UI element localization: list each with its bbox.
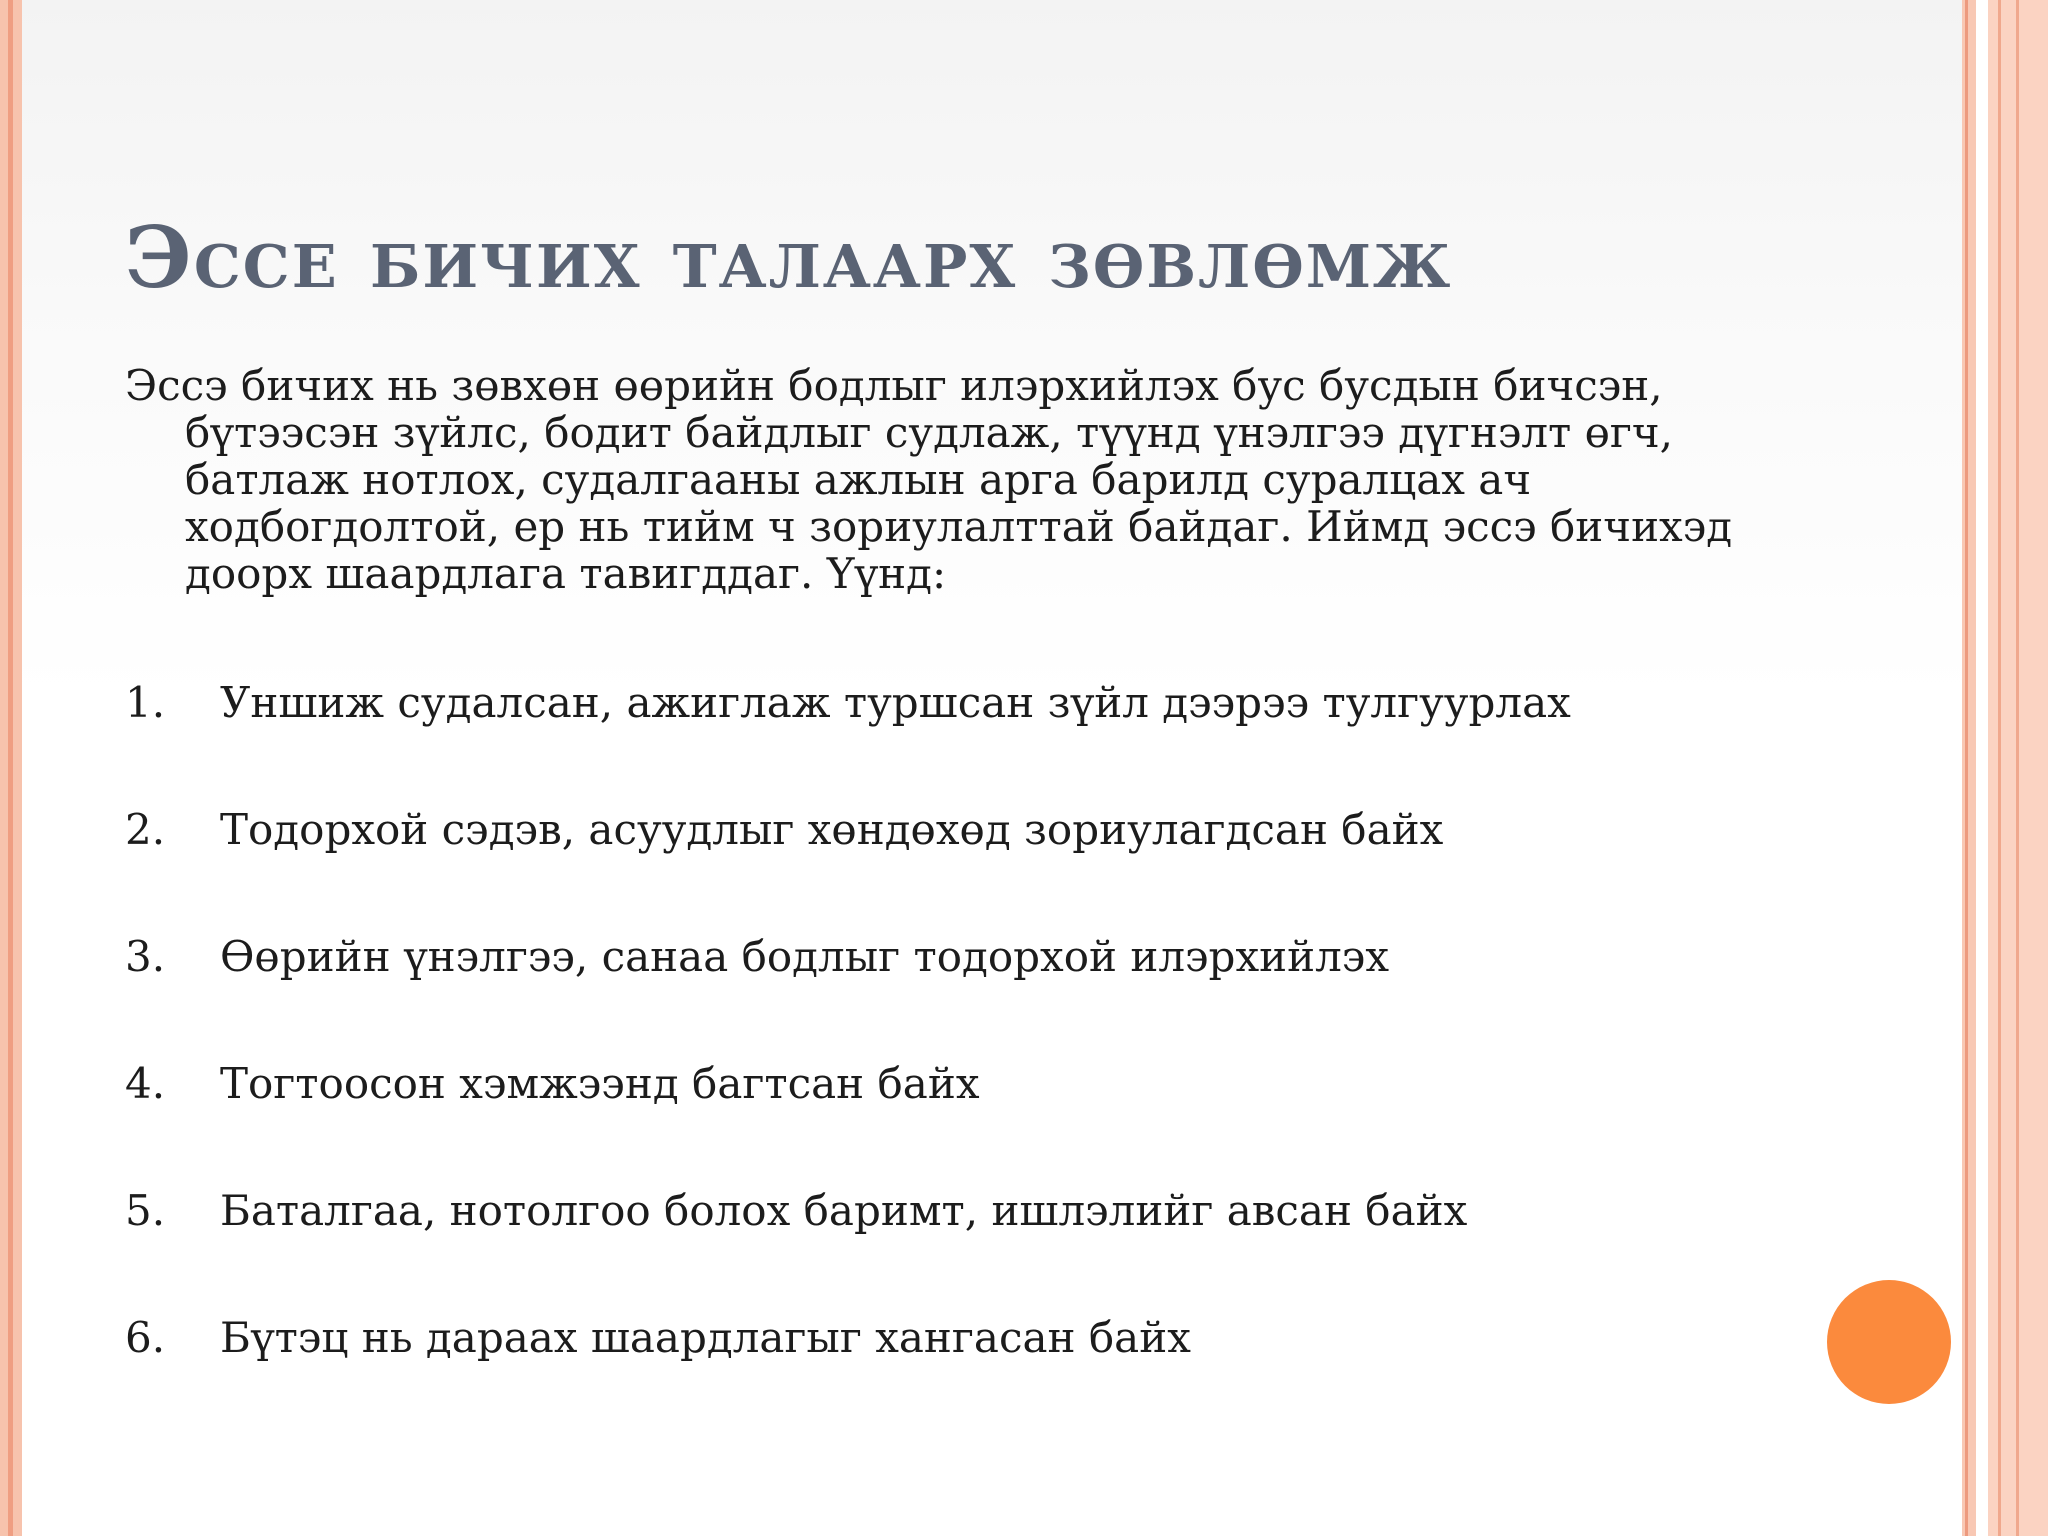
list-item-text: Өөрийн үнэлгээ, санаа бодлыг тодорхой илэрхийлэх (220, 932, 1390, 981)
list-number: 3. (125, 932, 166, 981)
list-item-text: Тодорхой сэдэв, асуудлыг хөндөхөд зориулагдсан байх (220, 805, 1444, 854)
list-number: 5. (125, 1186, 166, 1235)
slide-title: Эссе бичих талаарх зөвлөмж (125, 208, 1453, 307)
right-stripe-line (1998, 0, 2001, 1536)
right-stripe-line (2016, 0, 2019, 1536)
orange-circle-decoration (1827, 1280, 1951, 1404)
list-item-text: Уншиж судалсан, ажиглаж туршсан зүйл дээрээ тулгуурлах (220, 678, 1571, 727)
list-number: 1. (125, 678, 166, 727)
list-number: 4. (125, 1059, 166, 1108)
list-item-text: Баталгаа, нотолгоо болох баримт, ишлэлийг авсан байх (220, 1186, 1468, 1235)
list-number: 2. (125, 805, 166, 854)
right-stripe-line (1965, 0, 1968, 1536)
list-number: 6. (125, 1313, 166, 1362)
list-item-text: Бүтэц нь дараах шаардлагыг хангасан байх (220, 1313, 1191, 1362)
left-border-stripe (0, 0, 22, 1536)
right-decorative-stripes (1962, 0, 2048, 1536)
list-item-text: Тогтоосон хэмжээнд багтсан байх (220, 1059, 980, 1108)
intro-paragraph: Эссэ бичих нь зөвхөн өөрийн бодлыг илэрхийлэх бус бусдын бичсэн, бүтээсэн зүйлс, бодит байдлыг судлаж, түүнд үнэлгээ дүгнэлт өгч, батлаж нотлох, судалгааны ажлын арга барилд суралцах ач ходбогдолтой, ер нь тийм ч зориулалттай байдаг. Иймд эссэ бичихэд доорх шаардлага тавигддаг. Үүнд: (125, 361, 1733, 598)
